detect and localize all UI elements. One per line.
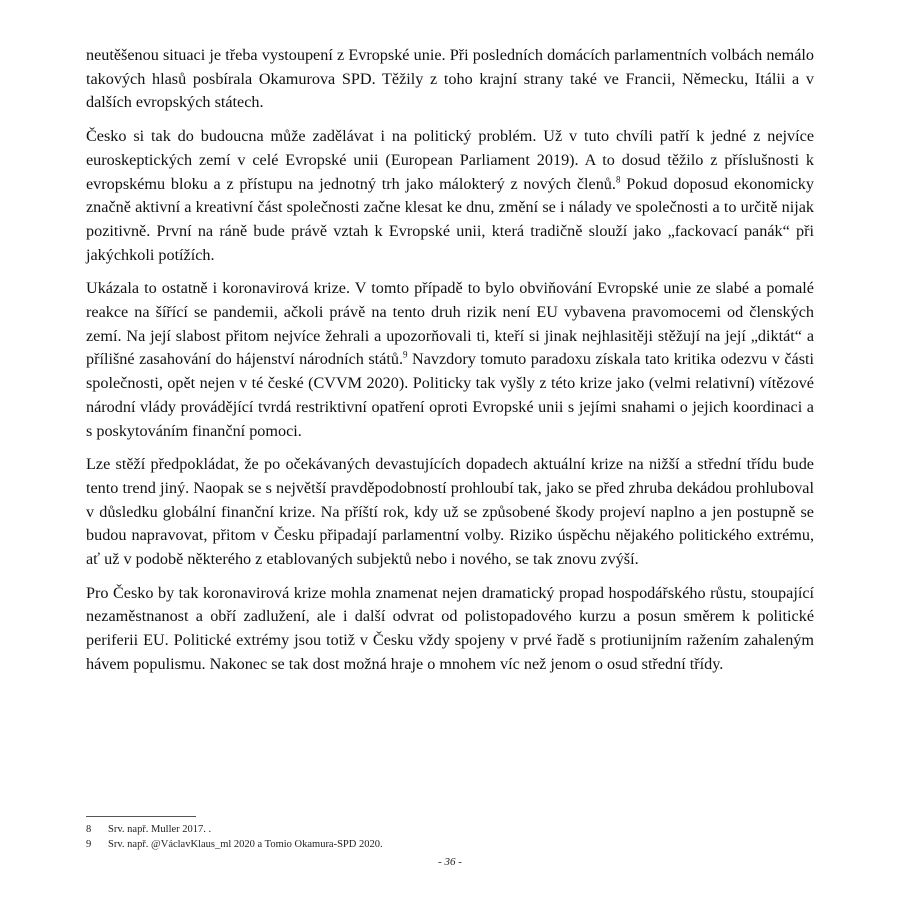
footnote-text: Srv. např. Muller 2017. . bbox=[108, 824, 212, 835]
paragraph-2: Česko si tak do budoucna může zadělávat i na politický problém. Už v tuto chvíli patří k jedné z nejvíce euroskeptických zemí v celé Evropské unii (European Parliament 2019). A to dosud těžilo z příslušnosti k evropskému bloku a z přístupu na jednotný trh jako málokterý z nových členů.$^8$ Pokud doposud ekonomicky značně aktivní a kreativní část společnosti začne klesat ke dnu, změní se i nálady ve společnosti a to určitě nijak pozitivně. První na ráně bude právě vztah k Evropské unii, která tradičně slouží jako „fackovací panák“ při jakýchkoli potížích. bbox=[86, 127, 814, 264]
footnote-ref-8[interactable]: 8 bbox=[615, 174, 621, 185]
footnote-divider bbox=[86, 816, 196, 817]
page-number: - 36 - bbox=[438, 856, 462, 868]
footnote-text: Srv. např. @VáclavKlaus_ml 2020 a Tomio Okamura-SPD 2020. bbox=[108, 839, 383, 850]
footnote-number: 9 bbox=[86, 839, 92, 850]
paragraph-3: Ukázala to ostatně i koronavirová krize. V tomto případě to bylo obviňování Evropské unie ze slabé a pomalé reakce na šířící se pandemii, ačkoli právě na tento druh rizik není EU vybavena pravomocemi od členských zemí. Na její slabost přitom nejvíce žehrali a upozorňovali ti, kteří si jinak nejhlasitěji stěžují na její „diktát“ a přílišné zasahování do hájenství národních států.$^9$ Navzdory tomuto paradoxu získala tato kritika odezvu v části společnosti, opět nejen v té české (CVVM 2020). Politicky tak vyšly z této krize jako (velmi relativní) vítězové národní vlády provádějící tvrdá restriktivní opatření oproti Evropské unii s jejími snahami o jejich koordinaci a s poskytováním finanční pomoci. bbox=[86, 279, 814, 440]
footnote-ref-9[interactable]: 9 bbox=[403, 350, 408, 361]
paragraph-4: Lze stěží předpokládat, že po očekávaných devastujících dopadech aktuální krize na nižší a střední třídu bude tento trend jiný. Naopak se s největší pravděpodobností prohloubí tak, jako se před zhruba dekádou prohluboval v důsledku globální finanční krize. Na příští rok, kdy už se způsobené škody projeví naplno a jen postupně se budou napravovat, přitom v Česku připadají parlamentní volby. Riziko úspěchu nějakého politického extrému, ať už v podobě některého z etablovaných subjektů nebo i nového, se tak znovu zvýší. bbox=[86, 455, 814, 569]
footnotes bbox=[86, 822, 814, 852]
body-text bbox=[86, 44, 814, 687]
footnote-9 bbox=[86, 837, 814, 852]
paragraph-5: Pro Česko by tak koronavirová krize mohla znamenat nejen dramatický propad hospodářského růstu, stoupající nezaměstnanost a obří zadlužení, ale i další odvrat od polistopadového kurzu a posun směrem k politické periferii EU. Politické extrémy jsou totiž v Česku vždy spojeny v prvé řadě s protiunijním ražením zahaleným hávem populismu. Nakonec se tak dost možná hraje o mnohem víc než jenom o osud střední třídy. bbox=[86, 583, 814, 673]
paragraph-1: neutěšenou situaci je třeba vystoupení z Evropské unie. Při posledních domácích parlamentních volbách nemálo takových hlasů posbírala Okamurova SPD. Těžily z toho krajní strany také ve Francii, Německu, Itálii a v dalších evropských státech. bbox=[86, 46, 814, 112]
footnote-8 bbox=[86, 822, 814, 837]
footnote-number: 8 bbox=[86, 824, 92, 835]
